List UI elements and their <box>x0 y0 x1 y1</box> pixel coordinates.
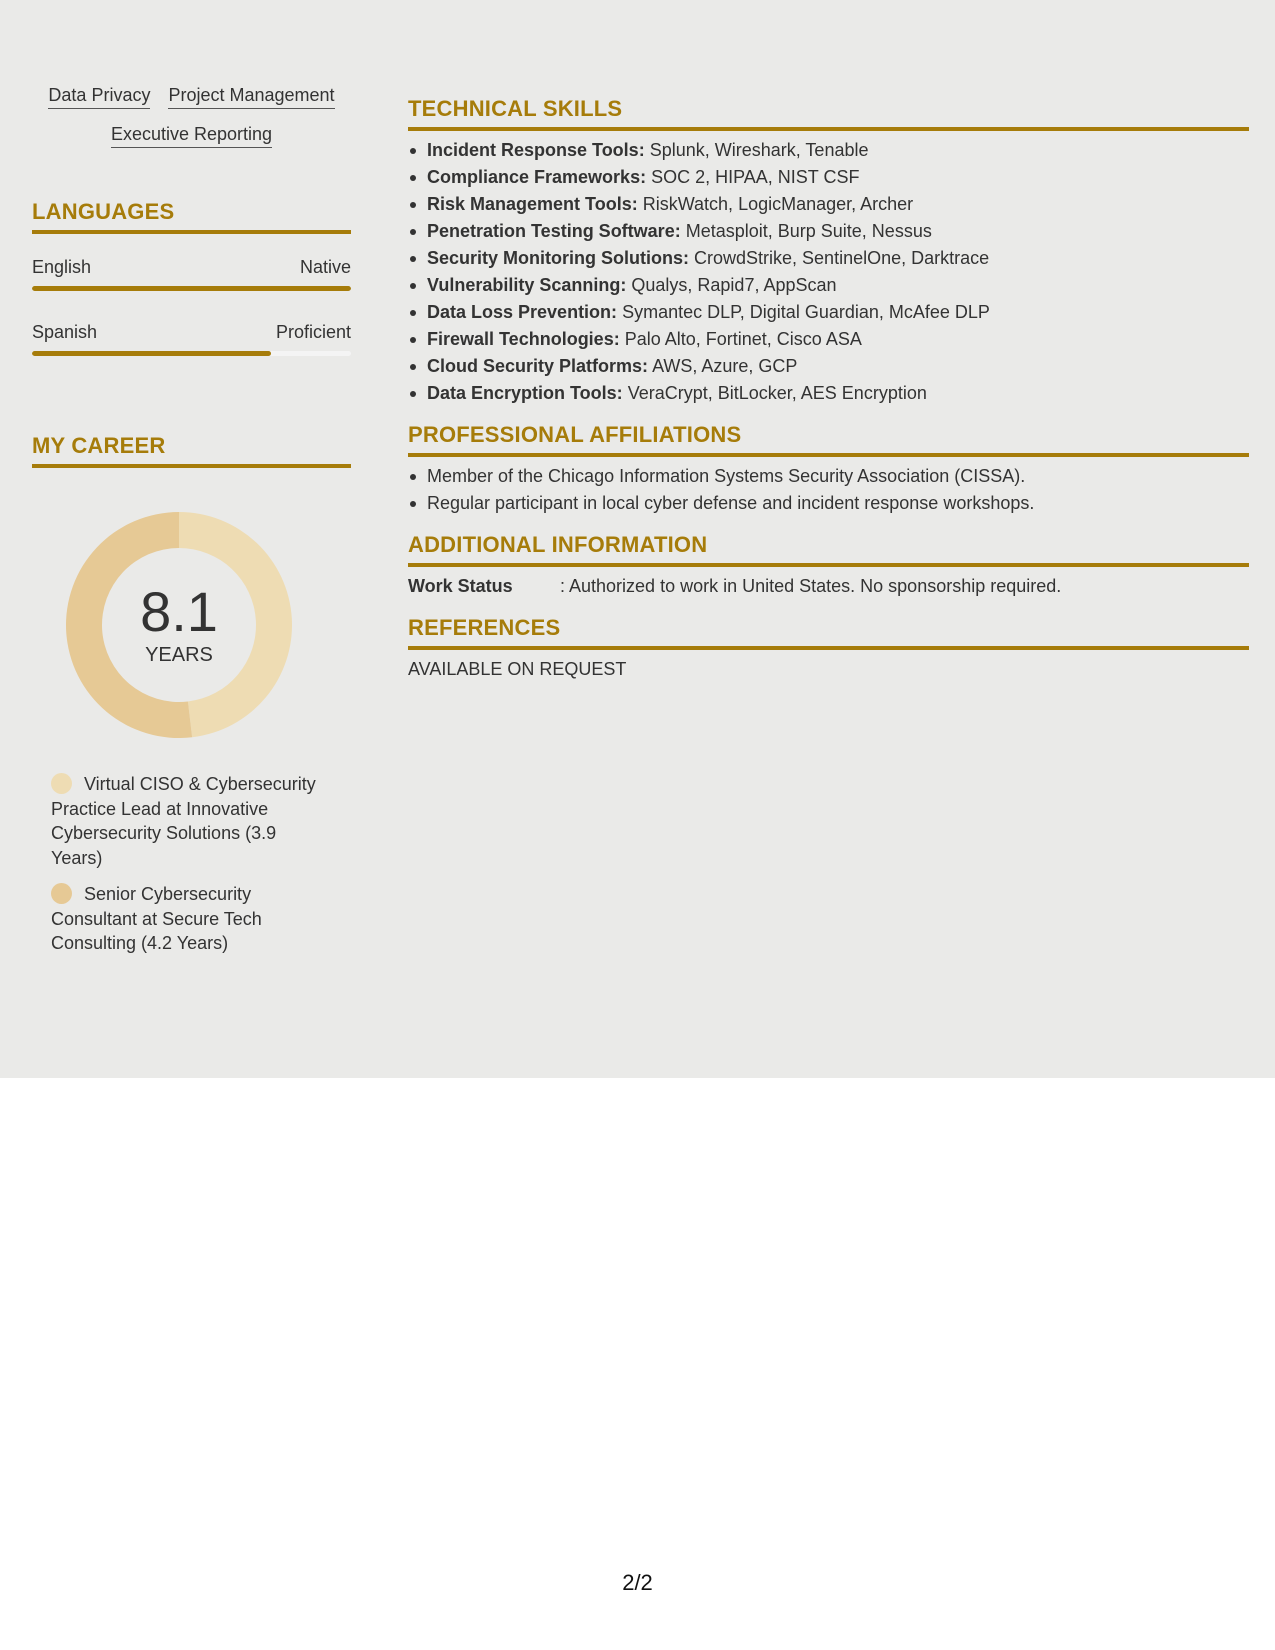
affiliations-heading: PROFESSIONAL AFFILIATIONS <box>408 421 1249 457</box>
career-legend <box>51 772 331 956</box>
work-status-label: Work Status <box>408 576 513 596</box>
list-item <box>408 326 1249 353</box>
legend-dot-icon <box>51 883 72 904</box>
additional-info-section <box>408 531 1249 600</box>
language-row <box>32 256 351 291</box>
career-legend-label: Virtual CISO & Cybersecurity Practice Lead at Innovative Cybersecurity Solutions (3.9 Years) <box>51 774 316 868</box>
language-bar <box>32 286 351 291</box>
language-name: Spanish <box>32 322 98 342</box>
skill-values: Palo Alto, Fortinet, Cisco ASA <box>624 329 862 349</box>
list-item <box>408 299 1249 326</box>
skill-values: Metasploit, Burp Suite, Nessus <box>685 221 932 241</box>
affiliations-list <box>408 463 1249 517</box>
languages-heading: LANGUAGES <box>32 198 351 234</box>
work-status-value: : Authorized to work in United States. No sponsorship required. <box>560 576 1062 596</box>
skill-values: CrowdStrike, SentinelOne, Darktrace <box>694 248 990 268</box>
list-item <box>408 164 1249 191</box>
skill-category: Cloud Security Platforms: <box>427 356 649 376</box>
career-heading: MY CAREER <box>32 432 351 468</box>
technical-skills-section <box>408 95 1249 407</box>
career-legend-label: Senior Cybersecurity Consultant at Secure Tech Consulting (4.2 Years) <box>51 884 262 953</box>
skill-category: Incident Response Tools: <box>427 140 645 160</box>
affiliations-section <box>408 421 1249 517</box>
skill-category: Data Encryption Tools: <box>427 383 623 403</box>
legend-dot-icon <box>51 773 72 794</box>
career-legend-item <box>51 882 331 956</box>
additional-info-heading: ADDITIONAL INFORMATION <box>408 531 1249 567</box>
skill-values: RiskWatch, LogicManager, Archer <box>642 194 914 214</box>
language-bar-fill <box>32 286 351 291</box>
language-bar <box>32 351 351 356</box>
list-item <box>408 245 1249 272</box>
language-level: Proficient <box>275 322 351 342</box>
career-total-value: 8.1 <box>140 580 218 643</box>
skill-values: Splunk, Wireshark, Tenable <box>649 140 869 160</box>
skill-category: Compliance Frameworks: <box>427 167 647 187</box>
language-level: Native <box>299 257 351 277</box>
skill-category: Penetration Testing Software: <box>427 221 681 241</box>
skill-values: Symantec DLP, Digital Guardian, McAfee DLP <box>622 302 990 322</box>
skill-category: Vulnerability Scanning: <box>427 275 627 295</box>
references-text: AVAILABLE ON REQUEST <box>408 659 627 679</box>
skill-values: SOC 2, HIPAA, NIST CSF <box>651 167 860 187</box>
skill-category: Firewall Technologies: <box>427 329 620 349</box>
skill-tag: Project Management <box>168 84 334 109</box>
career-legend-item <box>51 772 331 870</box>
skill-tag: Executive Reporting <box>111 123 272 148</box>
language-row <box>32 321 351 356</box>
skill-values: VeraCrypt, BitLocker, AES Encryption <box>627 383 927 403</box>
skill-tags <box>32 84 351 148</box>
skill-values: Qualys, Rapid7, AppScan <box>631 275 837 295</box>
skill-tag: Data Privacy <box>48 84 150 109</box>
list-item <box>408 272 1249 299</box>
language-name: English <box>32 257 92 277</box>
work-status-row <box>408 573 1249 600</box>
list-item: Member of the Chicago Information Systems Security Association (CISSA). <box>408 463 1249 490</box>
list-item <box>408 191 1249 218</box>
list-item <box>408 353 1249 380</box>
list-item <box>408 137 1249 164</box>
skill-category: Security Monitoring Solutions: <box>427 248 689 268</box>
list-item <box>408 380 1249 407</box>
sidebar <box>32 84 351 956</box>
references-section <box>408 614 1249 683</box>
list-item <box>408 218 1249 245</box>
skill-values: AWS, Azure, GCP <box>652 356 798 376</box>
skill-category: Data Loss Prevention: <box>427 302 618 322</box>
career-total-unit: YEARS <box>145 644 213 666</box>
main-content <box>408 95 1249 683</box>
references-heading: REFERENCES <box>408 614 1249 650</box>
technical-skills-list <box>408 137 1249 407</box>
list-item: Regular participant in local cyber defense and incident response workshops. <box>408 490 1249 517</box>
career-donut-chart <box>66 512 292 738</box>
skill-category: Risk Management Tools: <box>427 194 638 214</box>
technical-skills-heading: TECHNICAL SKILLS <box>408 95 1249 131</box>
page-number: 2/2 <box>622 1570 653 1595</box>
language-bar-fill <box>32 351 271 356</box>
